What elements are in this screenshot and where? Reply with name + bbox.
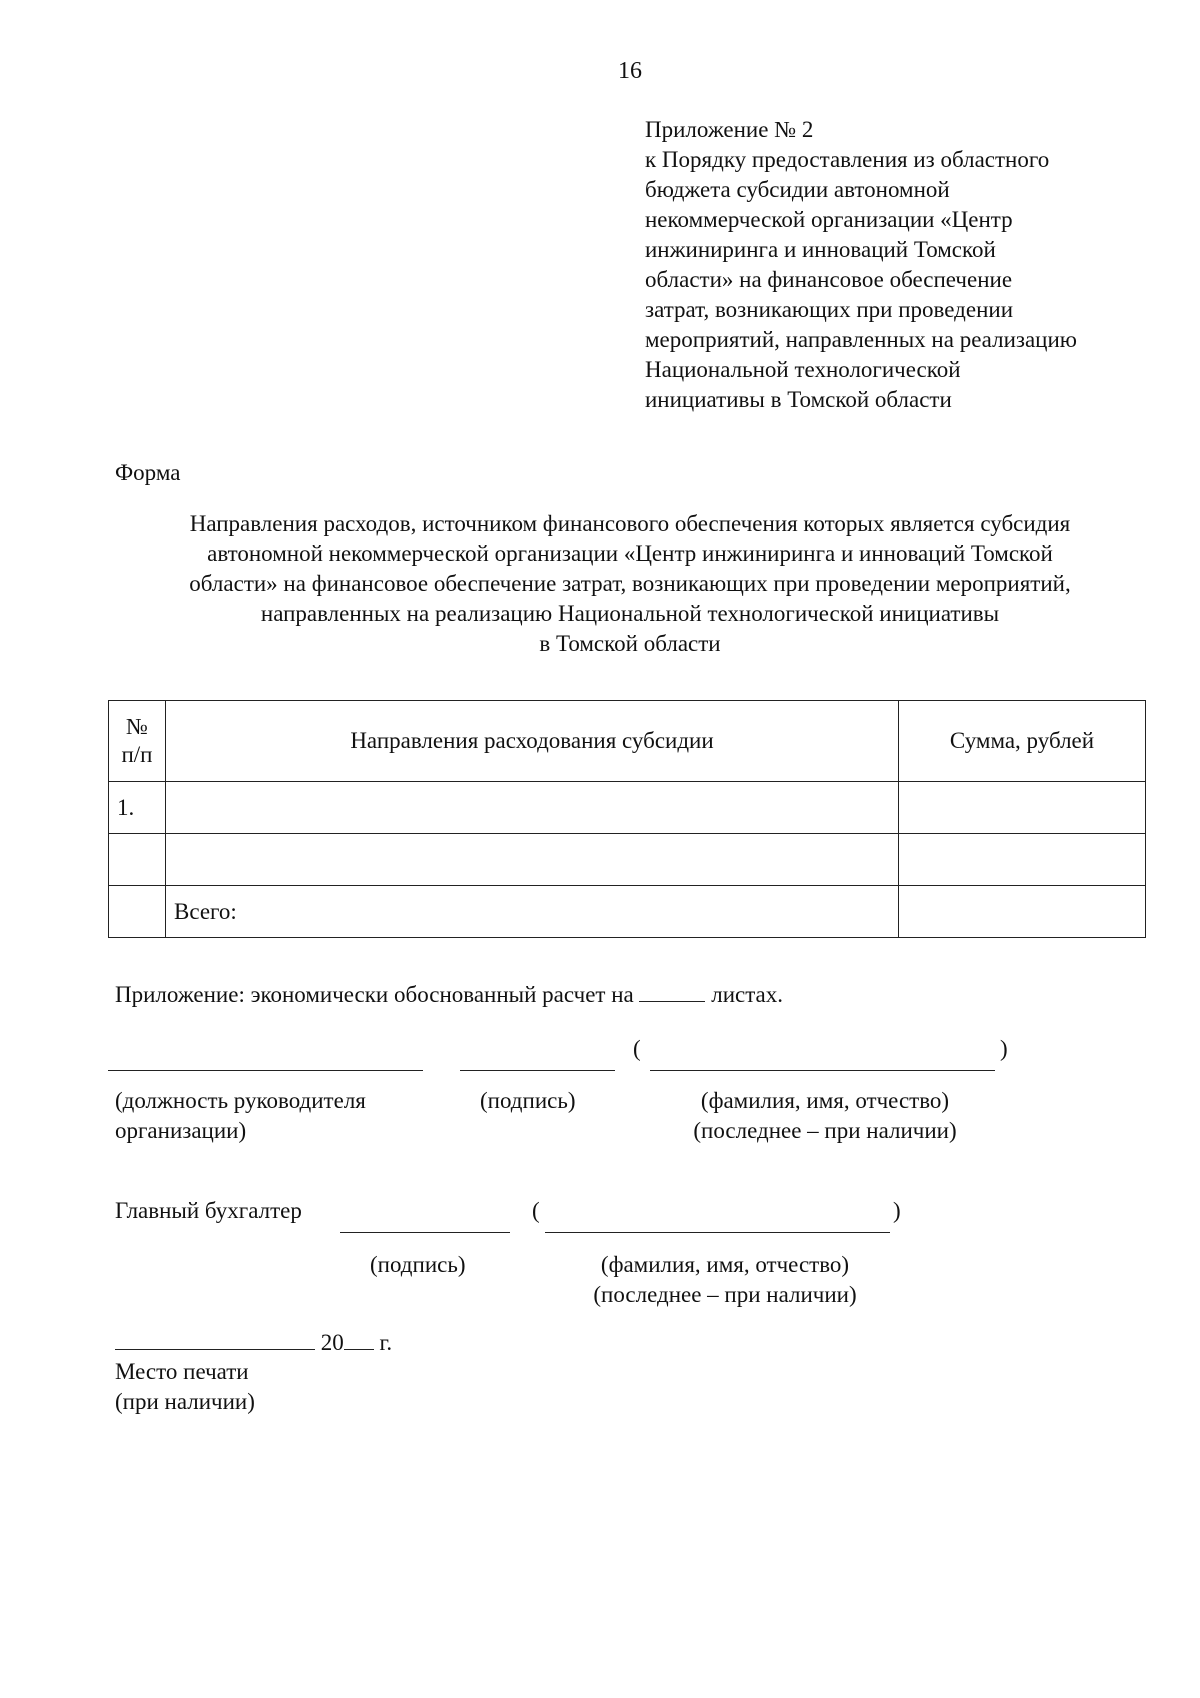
appendix-line: бюджета субсидии автономной: [645, 177, 950, 202]
form-title: [100, 509, 1160, 659]
cell-total-label: Всего:: [166, 886, 899, 938]
expense-table: [108, 700, 1146, 938]
header-sum: Сумма, рублей: [899, 701, 1146, 782]
appendix-line: затрат, возникающих при проведении: [645, 297, 1013, 322]
cell-num: [109, 834, 166, 886]
name-caption-line: (последнее – при наличии): [593, 1282, 857, 1307]
accountant-name-blank-line: [545, 1232, 890, 1233]
name-blank-line: [650, 1070, 995, 1071]
name-caption-line: (последнее – при наличии): [693, 1118, 957, 1143]
year-suffix: г.: [379, 1330, 393, 1355]
accountant-signature-blank-line: [340, 1232, 510, 1233]
name-caption: [640, 1086, 1010, 1146]
position-caption: [115, 1086, 366, 1146]
header-num: [109, 701, 166, 782]
appendix-line: к Порядку предоставления из областного: [645, 147, 1050, 172]
date-blank: [115, 1331, 315, 1350]
table-row: [109, 834, 1146, 886]
cell-sum: [899, 834, 1146, 886]
form-title-line: автономной некоммерческой организации «Центр инжиниринга и инноваций Томской: [207, 541, 1053, 566]
signature-blank-line: [460, 1070, 615, 1071]
header-num-abbr: п/п: [121, 742, 153, 767]
cell-sum: [899, 782, 1146, 834]
accountant-name-caption: [540, 1250, 910, 1310]
form-title-line: направленных на реализацию Национальной технологической инициативы: [260, 601, 1000, 626]
appendix-line: Национальной технологической: [645, 357, 961, 382]
table-header-row: [109, 701, 1146, 782]
cell-direction: [166, 782, 899, 834]
appendix-line: мероприятий, направленных на реализацию: [645, 327, 1077, 352]
chief-accountant-label: Главный бухгалтер: [115, 1198, 302, 1223]
attachment-suffix: листах.: [711, 982, 784, 1007]
appendix-line: Приложение № 2: [645, 117, 814, 142]
appendix-heading: [645, 115, 1077, 415]
form-label: Форма: [115, 460, 181, 485]
cell-total-sum: [899, 886, 1146, 938]
name-caption-line: (фамилия, имя, отчество): [600, 1252, 850, 1277]
attachment-prefix: Приложение: экономически обоснованный расчет на: [115, 982, 634, 1007]
cell-num: 1.: [109, 782, 166, 834]
open-paren: (: [633, 1036, 641, 1061]
position-blank-line: [108, 1070, 423, 1071]
header-direction: Направления расходования субсидии: [166, 701, 899, 782]
year-blank: [344, 1331, 374, 1350]
form-title-line: в Томской области: [539, 631, 721, 656]
close-paren: ): [893, 1198, 901, 1223]
seal-line: (при наличии): [115, 1389, 255, 1414]
appendix-line: инициативы в Томской области: [645, 387, 952, 412]
sheet-count-blank: [639, 983, 705, 1002]
position-caption-line: организации): [115, 1118, 247, 1143]
form-title-line: области» на финансовое обеспечение затрат, возникающих при проведении мероприятий,: [189, 571, 1071, 596]
name-caption-line: (фамилия, имя, отчество): [700, 1088, 950, 1113]
table-total-row: [109, 886, 1146, 938]
year-prefix: 20: [320, 1330, 344, 1355]
close-paren: ): [1000, 1036, 1008, 1061]
appendix-line: некоммерческой организации «Центр: [645, 207, 1013, 232]
page-number: 16: [618, 58, 642, 84]
open-paren: (: [532, 1198, 540, 1223]
header-num-sign: №: [126, 714, 148, 739]
seal-line: Место печати: [115, 1359, 249, 1384]
appendix-line: инжиниринга и инноваций Томской: [645, 237, 996, 262]
appendix-line: области» на финансовое обеспечение: [645, 267, 1013, 292]
cell-direction: [166, 834, 899, 886]
signature-caption: (подпись): [480, 1088, 576, 1113]
position-caption-line: (должность руководителя: [115, 1088, 366, 1113]
seal-caption: [115, 1357, 255, 1417]
date-line: [115, 1330, 392, 1356]
table-row: [109, 782, 1146, 834]
accountant-signature-caption: (подпись): [370, 1252, 466, 1277]
form-title-line: Направления расходов, источником финансового обеспечения которых является субсидия: [189, 511, 1071, 536]
cell-num: [109, 886, 166, 938]
attachment-line: [115, 982, 783, 1008]
